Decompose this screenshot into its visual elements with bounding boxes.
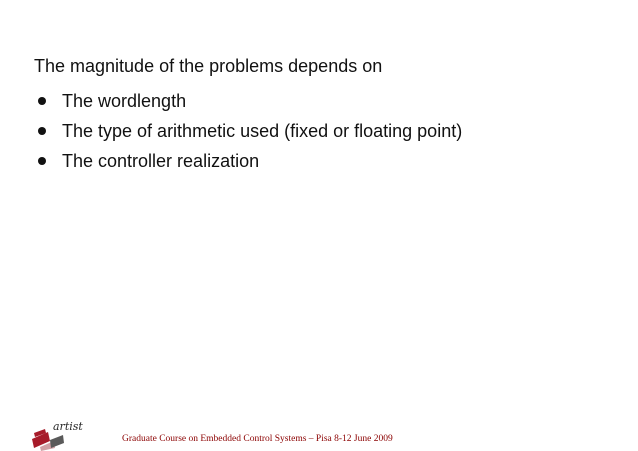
bullet-text-realization: The controller realization xyxy=(62,151,260,171)
footer-course-info: Graduate Course on Embedded Control Systems – Pisa 8-12 June 2009 xyxy=(122,434,393,444)
bullet-icon xyxy=(38,127,46,135)
bullet-text-wordlength: The wordlength xyxy=(62,91,187,111)
bullet-icon xyxy=(38,97,46,105)
bullet-item xyxy=(38,86,462,116)
bullet-item xyxy=(38,116,462,146)
logo-wordmark: artist xyxy=(53,420,83,433)
bullet-list xyxy=(38,86,462,176)
bullet-text-arithmetic: The type of arithmetic used (fixed or floating point) xyxy=(62,121,463,141)
bullet-item xyxy=(38,146,462,176)
artist-logo xyxy=(30,417,90,451)
slide-intro-text: The magnitude of the problems depends on xyxy=(34,56,383,76)
bullet-icon xyxy=(38,157,46,165)
